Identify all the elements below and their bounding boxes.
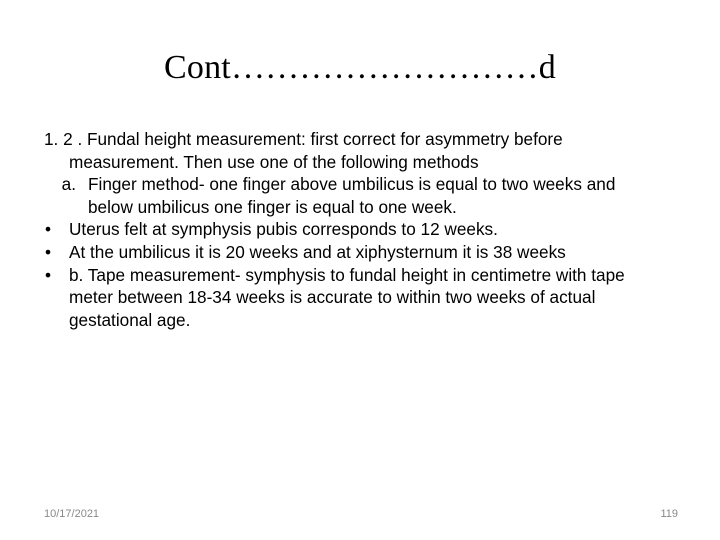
bullet-marker: • — [45, 241, 52, 262]
list-item-a-line-1: Finger method- one finger above umbilicus is equal to two weeks and — [88, 174, 616, 195]
slide-title: Cont………………………d — [164, 49, 556, 86]
list-item-a — [44, 173, 684, 196]
bullet-item-1 — [44, 218, 684, 241]
bullet-marker: • — [45, 264, 52, 285]
bullet-item-3-line-1: b. Tape measurement- symphysis to fundal height in centimetre with tape — [69, 264, 625, 285]
slide-body — [44, 128, 684, 331]
bullet-item-3-line-3: gestational age. — [69, 309, 191, 330]
bullet-item-3 — [44, 264, 684, 287]
list-item-a-line-2: below umbilicus one finger is equal to one week. — [88, 196, 457, 217]
intro-line-2: measurement. Then use one of the following methods — [69, 151, 479, 172]
footer-page-number: 119 — [660, 508, 678, 520]
list-marker-a: a. — [61, 174, 76, 195]
bullet-marker: • — [45, 219, 52, 240]
bullet-item-2 — [44, 241, 684, 264]
bullet-item-1-text: Uterus felt at symphysis pubis corresponds to 12 weeks. — [69, 219, 498, 240]
bullet-item-3-line-2: meter between 18-34 weeks is accurate to within two weeks of actual — [69, 287, 596, 308]
intro-line-1: 1. 2 . Fundal height measurement: first correct for asymmetry before — [44, 129, 563, 149]
bullet-item-2-text: At the umbilicus it is 20 weeks and at xiphysternum it is 38 weeks — [69, 241, 566, 262]
footer-date: 10/17/2021 — [44, 508, 100, 520]
